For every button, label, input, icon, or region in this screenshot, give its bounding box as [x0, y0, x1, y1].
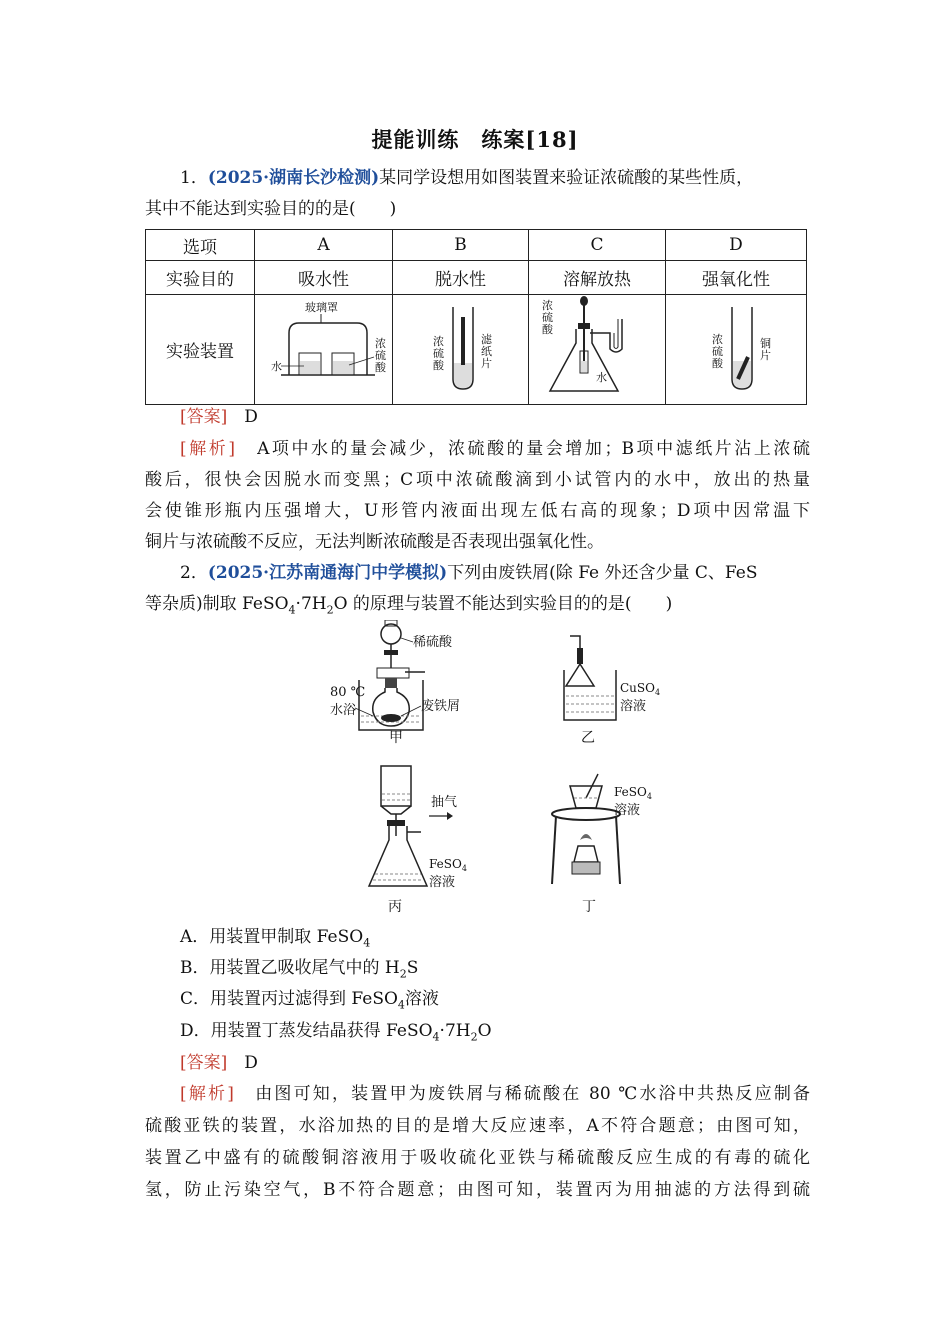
fig-b-paper-label: 滤纸片: [480, 333, 492, 370]
fig-bing-sol-label: FeSO$_4$: [429, 857, 467, 873]
fig-bing-name: 丙: [388, 899, 402, 915]
q2-analysis-line-1: [180, 1081, 810, 1107]
fig-c-acid-label: 浓硫酸: [542, 299, 553, 336]
purpose-label: 实验目的: [146, 261, 255, 295]
q2-answer: D: [244, 1053, 258, 1073]
q1-stem-line-2: 其中不能达到实验目的的是( ): [145, 199, 397, 219]
q2-number: 2．: [180, 563, 208, 583]
purpose-cell: 强氧化性: [666, 261, 807, 295]
option-text: ·7H: [439, 1021, 471, 1041]
option-sub: 2: [470, 1030, 478, 1044]
q2-stem-text: ·7H: [295, 594, 327, 614]
option-text: B．用装置乙吸收尾气中的 H: [180, 958, 400, 978]
fig-yi-name: 乙: [581, 730, 595, 746]
table-header-cell: 选项: [146, 230, 255, 261]
option-a: [180, 924, 845, 956]
fig-b-test-tube: [401, 297, 521, 397]
fig-jia-scrap-label: 废铁屑: [421, 699, 461, 714]
q2-answer-tag: [答案]: [180, 1053, 228, 1073]
fig-yi-sol-label: CuSO$_4$: [620, 681, 661, 697]
q1-answer: D: [244, 407, 258, 427]
device-label: 实验装置: [146, 295, 255, 405]
q2-stem-text: O 的原理与装置不能达到实验目的的是( ): [333, 594, 673, 614]
table-header-cell: A: [255, 230, 393, 261]
fig-jia-bath-label: 水浴: [330, 703, 357, 718]
option-text: S: [406, 958, 419, 978]
fig-bing-sol2-label: 溶液: [429, 875, 456, 890]
q2-stem-text: 等杂质)制取 FeSO: [145, 594, 289, 614]
q2-analysis-line-2: 硫酸亚铁的装置，水浴加热的目的是增大反应速率，A不符合题意；由图可知，: [145, 1116, 810, 1136]
device-cell-b: [393, 295, 529, 405]
option-sub: 4: [363, 936, 371, 950]
q2-analysis-line-3: 装置乙中盛有的硫酸铜溶液用于吸收硫化亚铁与稀硫酸反应生成的有毒的硫化: [145, 1148, 810, 1168]
table-header-cell: C: [529, 230, 666, 261]
option-text: O: [477, 1021, 492, 1041]
fig-a-glass-cover: [259, 297, 389, 397]
page-title: 提能训练 练案[18]: [371, 127, 579, 152]
q1-answer-tag: [答案]: [180, 407, 228, 427]
fig-d-acid-label: 浓硫酸: [712, 333, 723, 370]
fig-jia-acid-label: 稀硫酸: [413, 635, 453, 650]
purpose-cell: 吸水性: [255, 261, 393, 295]
fig-d-copper-label: 铜片: [760, 337, 771, 362]
option-b: [180, 955, 845, 987]
fig-ding-apparatus: [548, 770, 668, 892]
table-header-row: [146, 230, 807, 261]
device-cell-d: [666, 295, 807, 405]
q2-answer-line: [180, 1050, 845, 1076]
q2-stem-line-1: [180, 560, 845, 586]
fig-ding-sol-label: FeSO$_4$: [614, 785, 652, 801]
q1-analysis-line-4: 铜片与浓硫酸不反应，无法判断浓硫酸是否表现出强氧化性。: [145, 532, 604, 552]
fig-c-flask: [532, 295, 662, 399]
q2-analysis-tag: [解析]: [180, 1084, 234, 1104]
table-header-cell: D: [666, 230, 807, 261]
device-cell-a: [255, 295, 393, 405]
purpose-cell: 溶解放热: [529, 261, 666, 295]
fig-jia-name: 甲: [389, 730, 403, 746]
q1-analysis-line-3: 会使锥形瓶内压强增大，U形管内液面出现左低右高的现象；D项中因常温下: [145, 501, 810, 521]
option-text: 溶液: [404, 989, 439, 1009]
q2-analysis-text: 由图可知，装置甲为废铁屑与稀硫酸在 80 ℃水浴中共热反应制备: [255, 1084, 811, 1104]
option-sub: 4: [432, 1030, 440, 1044]
fig-bing-apparatus: [365, 762, 475, 892]
q2-stem-line-2: 等杂质)制取 $FeSO_4\cdot 7H_2O$ 的原理与装置不能达到实验目的的是( ): [145, 594, 673, 617]
purpose-cell: 脱水性: [393, 261, 529, 295]
q1-stem-line-1: [180, 165, 845, 191]
option-text: A．用装置甲制取 FeSO: [180, 927, 364, 947]
fig-bing-pump-label: 抽气: [431, 795, 458, 810]
fig-ding-name: 丁: [582, 899, 596, 915]
option-c: [180, 986, 845, 1018]
fig-yi-apparatus: [560, 630, 680, 725]
q1-number: 1．: [180, 168, 208, 188]
q1-source: (2025·湖南长沙检测): [207, 168, 380, 188]
fig-b-acid-label: 浓硫酸: [432, 335, 444, 372]
q1-answer-line: [180, 404, 845, 430]
option-text: D．用装置丁蒸发结晶获得 FeSO: [180, 1021, 433, 1041]
fig-a-water-label: 水: [270, 360, 282, 373]
q1-analysis-text: A项中水的量会减少，浓硫酸的量会增加；B项中滤纸片沾上浓硫: [257, 439, 810, 459]
table-row-purpose: [146, 261, 807, 295]
q1-analysis-line-2: 酸后，很快会因脱水而变黑；C项中浓硫酸滴到小试管内的水中，放出的热量: [145, 470, 810, 490]
fig-ding-sol2-label: 溶液: [614, 803, 641, 818]
option-d: [180, 1018, 845, 1050]
table-header-cell: B: [393, 230, 529, 261]
option-text: C．用装置丙过滤得到 FeSO: [180, 989, 398, 1009]
option-sub: 4: [397, 998, 405, 1012]
fig-a-cover-label: 玻璃罩: [304, 301, 338, 314]
fig-a-acid-label: 浓硫酸: [374, 337, 386, 374]
q2-source: (2025·江苏南通海门中学模拟): [207, 563, 448, 583]
device-cell-c: [529, 295, 666, 405]
fig-d-test-tube: [676, 297, 796, 397]
fig-jia-temp-label: 80 ℃: [330, 685, 366, 700]
option-sub: 2: [399, 967, 407, 981]
fig-yi-sol2-label: 溶液: [620, 699, 647, 714]
fig-c-water-label: 水: [596, 371, 607, 384]
q1-options-table: [145, 229, 807, 405]
table-row-device: [146, 295, 807, 405]
q2-stem-1: 下列由废铁屑(除 Fe 外还含少量 C、FeS: [447, 563, 758, 583]
q1-analysis-tag: [解析]: [180, 439, 235, 459]
q1-analysis-line-1: [180, 436, 810, 462]
q2-analysis-line-4: 氢，防止污染空气，B不符合题意；由图可知，装置丙为用抽滤的方法得到硫: [145, 1180, 810, 1200]
q1-stem-1: 某同学设想用如图装置来验证浓硫酸的某些性质，: [379, 168, 754, 188]
